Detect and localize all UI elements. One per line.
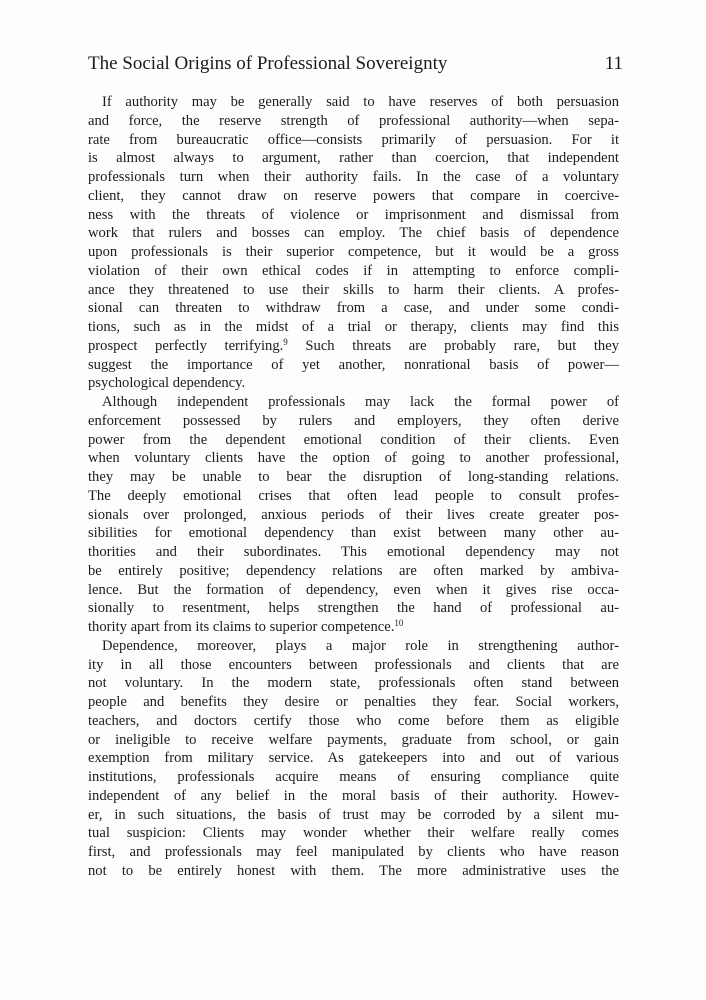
text-line: or ineligible to receive welfare payments, graduate from school, or gain [88,731,619,748]
text-line: independent of any belief in the moral basis of their authority. Howev- [88,787,619,804]
text-line: tual suspicion: Clients may wonder whether their welfare really comes [88,825,619,842]
text-line: they may be unable to bear the disruption of long-standing relations. [88,469,619,485]
text-line: power from the dependent emotional condition of their clients. Even [88,431,619,448]
text-line: sional can threaten to withdraw from a case, and under some condi- [88,300,619,317]
text-line: Dependence, moreover, plays a major role in strengthening author- [102,637,619,654]
text-line: thorities and their subordinates. This emotional dependency may not [88,544,619,560]
text-line: and force, the reserve strength of professional authority—when sepa- [88,112,619,129]
text-fragment: prospect perfectly terrifying. [88,337,284,354]
text-line: professionals turn when their authority fails. In the case of a voluntary [88,169,619,185]
text-line-with-footnote [88,337,619,356]
text-line: ness with the threats of violence or imprisonment and dismissal from [88,206,619,223]
page-number: 11 [604,53,623,74]
running-head [88,53,623,83]
text-line: ance they threatened to use their skills to harm their clients. A profes- [88,281,619,298]
text-line: tions, such as in the midst of a trial or therapy, clients may find this [88,319,619,335]
text-line: people and benefits they desire or penalties they fear. Social workers, [88,694,619,710]
text-line: be entirely positive; dependency relations are often marked by ambiva- [88,562,619,579]
text-line: psychological dependency. [88,375,246,392]
text-line: rate from bureaucratic office—consists primarily of persuasion. For it [88,131,619,148]
text-line: when voluntary clients have the option of going to another professional, [88,450,619,467]
text-line: not to be entirely honest with them. The more administrative uses the [88,862,619,879]
text-line-with-footnote [88,618,619,637]
text-line: teachers, and doctors certify those who come before them as eligible [88,712,619,729]
text-line: exemption from military service. As gatekeepers into and out of various [88,750,619,767]
text-line: The deeply emotional crises that often lead people to consult profes- [88,487,619,504]
text-line: sibilities for emotional dependency than exist between many other au- [88,525,619,542]
text-line: not voluntary. In the modern state, professionals often stand between [88,675,619,692]
footnote-marker[interactable]: 10 [394,618,404,628]
footnote-marker[interactable]: 9 [283,336,288,347]
text-line: er, in such situations, the basis of trust may be corroded by a silent mu- [88,806,619,823]
body-text [88,93,619,881]
text-line: is almost always to argument, rather than coercion, that independent [88,150,619,167]
text-line: violation of their own ethical codes if in attempting to enforce compli- [88,262,619,279]
text-line: lence. But the formation of dependency, even when it gives rise occa- [88,581,619,598]
text-line: sionals over prolonged, anxious periods of their lives create greater pos- [88,506,619,523]
text-line: first, and professionals may feel manipulated by clients who have reason [88,844,619,860]
text-line: ity in all those encounters between professionals and clients that are [88,656,619,673]
chapter-title: The Social Origins of Professional Sovereignty [88,53,448,74]
text-line: institutions, professionals acquire means of ensuring compliance quite [88,769,619,785]
text-line: suggest the importance of yet another, nonrational basis of power— [88,356,619,373]
text-line: Although independent professionals may lack the formal power of [102,394,619,410]
text-fragment: Such threats are probably rare, but they [287,337,619,354]
text-fragment: thority apart from its claims to superior competence. [88,619,395,635]
text-line: client, they cannot draw on reserve powers that compare in coercive- [88,187,619,204]
text-line: enforcement possessed by rulers and employers, they often derive [88,412,619,429]
text-line: work that rulers and bosses can employ. The chief basis of dependence [88,225,619,242]
text-line: sionally to resentment, helps strengthen the hand of professional au- [88,600,619,617]
text-line: If authority may be generally said to have reserves of both persuasion [102,94,619,110]
text-line: upon professionals is their superior competence, but it would be a gross [88,244,619,260]
